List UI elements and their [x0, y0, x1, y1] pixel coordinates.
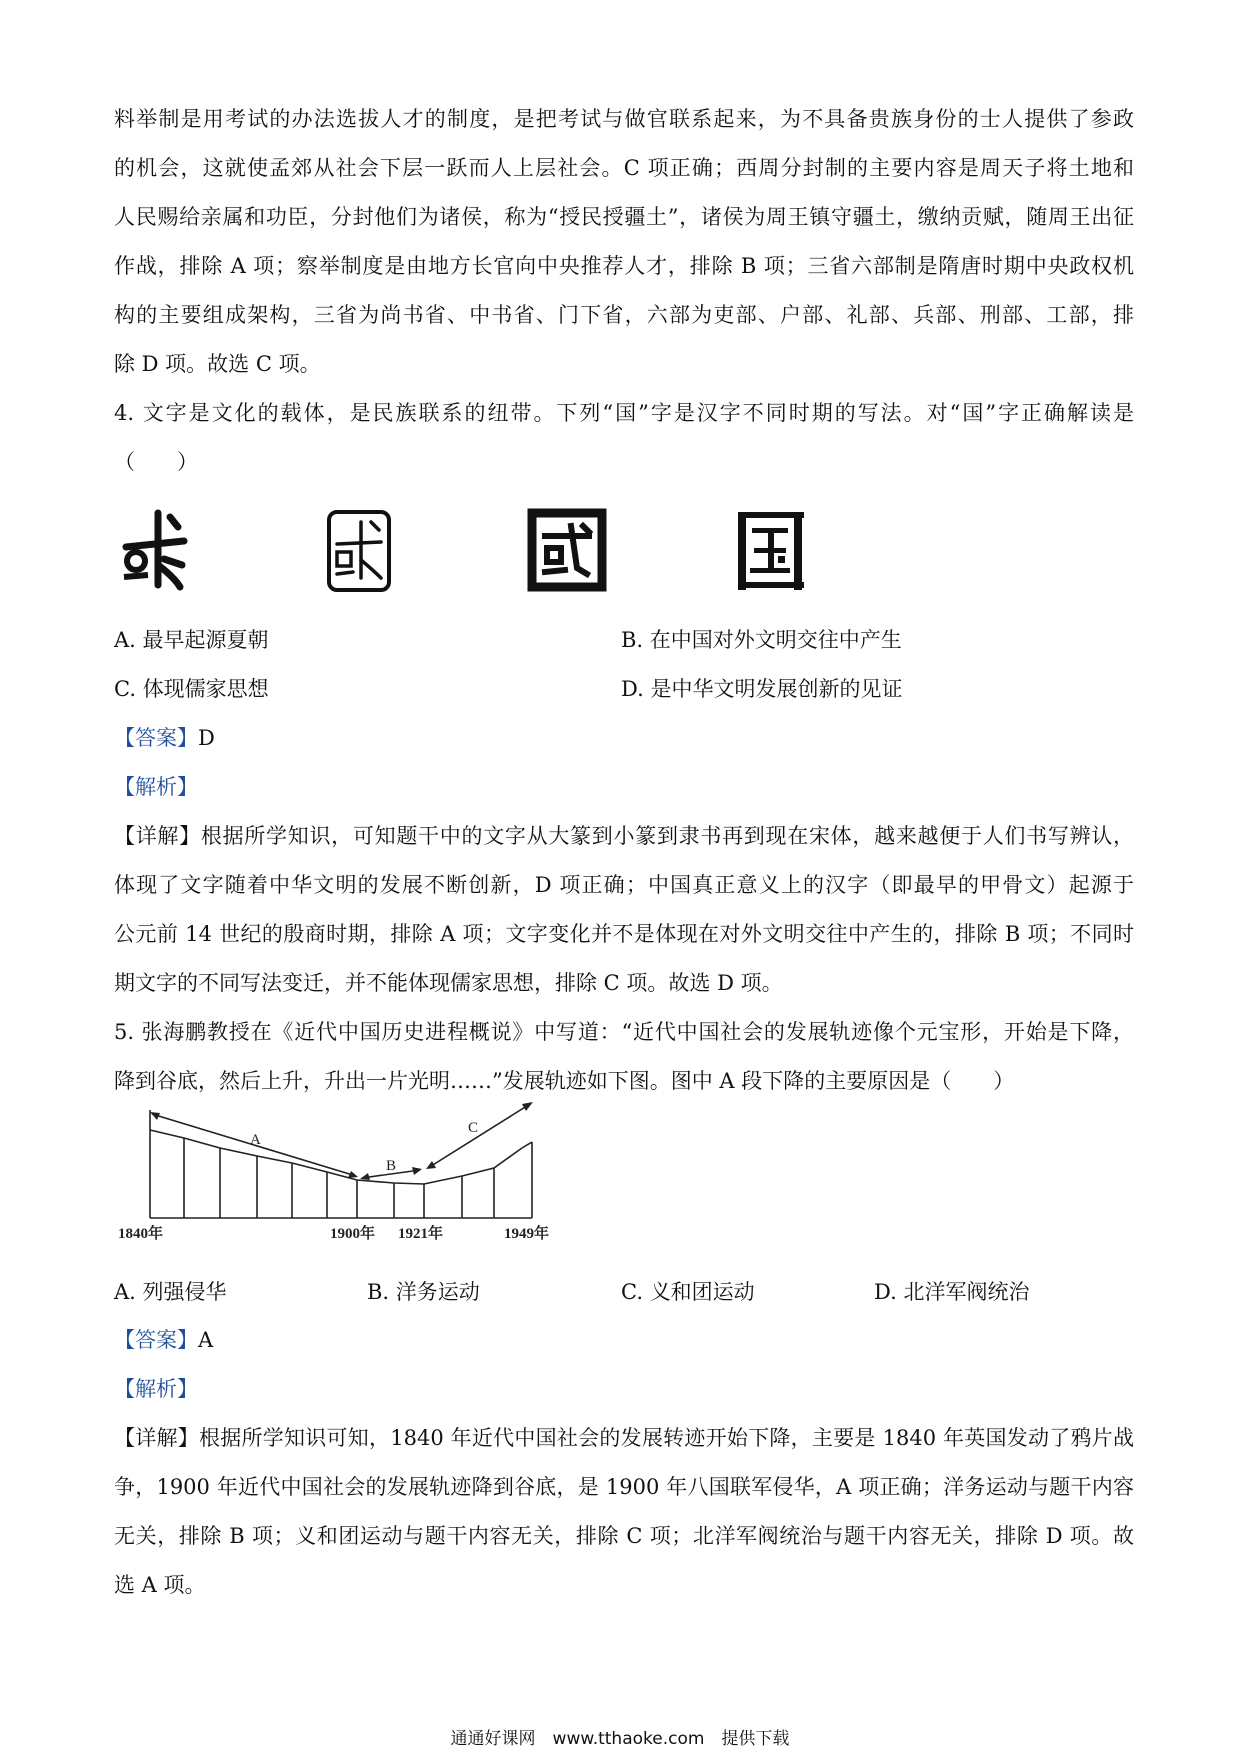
answer-value: A	[198, 1328, 214, 1352]
detail-tag: 【详解】	[114, 824, 201, 848]
text-line: 根据所学知识可知，1840 年近代中国社会的发展转迹开始下降，主要是 1840 年英国发动了鸦片战	[199, 1426, 1134, 1450]
q5-option-a[interactable]	[114, 1268, 227, 1317]
text-line: 料举制是用考试的办法选拔人才的制度，是把考试与做官联系起来，为不具备贵族身份的士人提供了参政	[114, 107, 1134, 131]
q4-answer	[114, 714, 1134, 763]
q5-options-row	[114, 1268, 1134, 1317]
text-line: 无关，排除 B 项；义和团运动与题干内容无关，排除 C 项；北洋军阀统治与题干内容无关，排除 D 项。故	[114, 1524, 1134, 1548]
q4-option-a[interactable]	[114, 616, 269, 665]
option-label: B.	[621, 628, 644, 652]
q5-detail	[114, 1414, 1134, 1610]
option-label: C.	[114, 677, 136, 701]
clerical-guo-glyph	[527, 508, 607, 592]
option-text: 义和团运动	[649, 1280, 755, 1304]
analysis-tag: 【解析】	[114, 1377, 198, 1401]
q5-option-d[interactable]	[874, 1268, 1029, 1317]
detail-tag: 【详解】	[114, 1426, 200, 1450]
segment-label-b: B	[386, 1158, 397, 1174]
q4-detail	[114, 812, 1134, 1008]
segment-label-c: C	[468, 1120, 479, 1136]
text-line: 期文字的不同写法变迁，并不能体现儒家思想，排除 C 项。故选 D 项。	[114, 971, 783, 995]
q4-option-b[interactable]	[621, 616, 902, 665]
option-text: 洋务运动	[395, 1280, 480, 1304]
text-line: 体现了文字随着中华文明的发展不断创新，D 项正确；中国真正意义上的汉字（即最早的甲骨文）起源于	[114, 873, 1134, 897]
small-seal-guo-glyph	[325, 508, 393, 594]
answer-value: D	[198, 726, 215, 750]
text-line: 构的主要组成架构，三省为尚书省、中书省、门下省，六部为吏部、户部、礼部、兵部、刑部、工部，排	[114, 303, 1134, 327]
page-footer: 通通好课网 www.tthaoke.com 提供下载	[450, 1729, 790, 1749]
text-line: 选 A 项。	[114, 1573, 206, 1597]
q5-option-b[interactable]	[367, 1268, 480, 1317]
text-line: 的机会，这就使孟郊从社会下层一跃而人上层社会。C 项正确；西周分封制的主要内容是周天子将土地和	[114, 156, 1134, 180]
option-label: B.	[367, 1280, 390, 1304]
year-label-1921: 1921年	[398, 1226, 444, 1242]
development-trajectory-figure	[112, 1100, 572, 1250]
text-line: 公元前 14 世纪的殷商时期，排除 A 项；文字变化并不是体现在对外文明交往中产生的，排除 B 项；不同时	[114, 922, 1134, 946]
q4-options-row-1	[114, 616, 1134, 665]
option-label: A.	[114, 628, 136, 652]
option-text: 是中华文明发展创新的见证	[650, 677, 903, 701]
analysis-tag: 【解析】	[114, 775, 198, 799]
year-label-1840: 1840年	[118, 1226, 164, 1242]
option-text: 北洋军阀统治	[903, 1280, 1030, 1304]
q3-analysis-continuation	[114, 95, 1134, 389]
text-line: 除 D 项。故选 C 项。	[114, 352, 321, 376]
q4-option-c[interactable]	[114, 665, 269, 714]
year-label-1949: 1949年	[504, 1226, 550, 1242]
segment-label-a: A	[250, 1132, 261, 1148]
text-line: 根据所学知识，可知题干中的文字从大篆到小篆到隶书再到现在宋体，越来越便于人们书写辨认，	[200, 824, 1135, 848]
q5-analysis-heading	[114, 1365, 1134, 1414]
answer-tag: 【答案】	[114, 726, 198, 750]
option-text: 在中国对外文明交往中产生	[649, 628, 902, 652]
option-text: 体现儒家思想	[142, 677, 269, 701]
option-label: C.	[621, 1280, 643, 1304]
q4-stem	[114, 389, 1134, 487]
option-label: D.	[874, 1280, 897, 1304]
song-guo-glyph	[736, 508, 806, 592]
q4-analysis-heading	[114, 763, 1134, 812]
option-text: 最早起源夏朝	[142, 628, 269, 652]
text-line: （ ）	[114, 450, 198, 474]
q5-stem	[114, 1008, 1134, 1106]
option-label: D.	[621, 677, 644, 701]
text-line: 人民赐给亲属和功臣，分封他们为诸侯，称为“授民授疆土”，诸侯为周王镇守疆土，缴纳贡赋，随周王出征	[114, 205, 1134, 229]
text-line: 降到谷底，然后上升，升出一片光明……”发展轨迹如下图。图中 A 段下降的主要原因是（ ）	[114, 1069, 1015, 1093]
text-line: 作战，排除 A 项；察举制度是由地方长官向中央推荐人才，排除 B 项；三省六部制是隋唐时期中央政权机	[114, 254, 1134, 278]
answer-tag: 【答案】	[114, 1328, 198, 1352]
option-text: 列强侵华	[142, 1280, 227, 1304]
q4-option-d[interactable]	[621, 665, 902, 714]
text-line: 4. 文字是文化的载体，是民族联系的纽带。下列“国”字是汉字不同时期的写法。对“国”字正确解读是	[114, 401, 1134, 425]
q5-answer	[114, 1316, 1134, 1365]
text-line: 争，1900 年近代中国社会的发展轨迹降到谷底，是 1900 年八国联军侵华，A 项正确；洋务运动与题干内容	[114, 1475, 1134, 1499]
year-label-1900: 1900年	[330, 1226, 376, 1242]
option-label: A.	[114, 1280, 136, 1304]
q4-options-row-2	[114, 665, 1134, 714]
text-line: 5. 张海鹏教授在《近代中国历史进程概说》中写道：“近代中国社会的发展轨迹像个元宝形，开始是下降，	[114, 1020, 1134, 1044]
oracle-bone-guo-glyph	[118, 505, 190, 593]
q5-option-c[interactable]	[621, 1268, 755, 1317]
